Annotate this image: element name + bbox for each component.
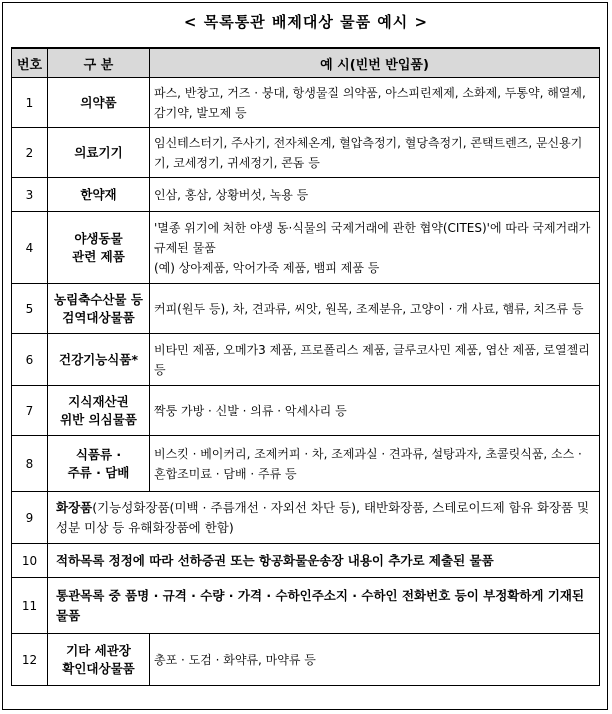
category-line: 농림축수산물 등: [54, 291, 143, 307]
page-title: < 목록통관 배제대상 물품 예시 >: [183, 13, 429, 31]
row-examples: [150, 212, 600, 284]
row-text: 통관목록 중 품명 · 규격 · 수량 · 가격 · 수하인주소지 · 수하인 전화번호 등이 부정확하게 기재된 물품: [48, 578, 600, 634]
category-line: 위반 의심물품: [60, 411, 137, 427]
row-number: 11: [12, 578, 48, 634]
row-number: 12: [12, 634, 48, 686]
row-number: 4: [12, 212, 48, 284]
row-examples: 짝퉁 가방 · 신발 · 의류 · 악세사리 등: [150, 386, 600, 436]
table-row: [12, 386, 600, 436]
row-number: 1: [12, 78, 48, 128]
table-row: [12, 544, 600, 578]
row-examples: [48, 492, 600, 544]
row-number: 7: [12, 386, 48, 436]
row-examples: 인삼, 홍삼, 상황버섯, 녹용 등: [150, 178, 600, 212]
category-line: 관련 제품: [72, 248, 125, 264]
table-row: [12, 78, 600, 128]
row-examples: 파스, 반창고, 거즈 · 붕대, 항생물질 의약품, 아스피린제제, 소화제, 두통약, 해열제, 감기약, 발모제 등: [150, 78, 600, 128]
header-row: [12, 48, 600, 78]
table-row: [12, 284, 600, 334]
table-row: [12, 436, 600, 492]
page-frame: [2, 2, 608, 710]
row-number: 3: [12, 178, 48, 212]
header-no: 번호: [12, 48, 48, 78]
row-category: [48, 386, 150, 436]
row-number: 2: [12, 128, 48, 178]
category-line: 검역대상물품: [62, 309, 135, 325]
exclusion-table: [11, 47, 600, 686]
table-row: [12, 334, 600, 386]
row-examples: 임신테스터기, 주사기, 전자체온계, 혈압측정기, 혈당측정기, 콘택트렌즈, 문신용기기, 코세정기, 귀세정기, 콘돔 등: [150, 128, 600, 178]
header-category: 구 분: [48, 48, 150, 78]
row-category: 의약품: [48, 78, 150, 128]
category-line: 지식재산권: [68, 393, 129, 409]
table-row: [12, 212, 600, 284]
row-number: 5: [12, 284, 48, 334]
category-line: 주류 · 담배: [67, 464, 130, 480]
example-line: (예) 상아제품, 악어가죽 제품, 뱀피 제품 등: [154, 260, 380, 275]
category-line: 식품류 ·: [75, 446, 122, 462]
row-category: [48, 212, 150, 284]
row-text: 적하목록 정정에 따라 선하증권 또는 항공화물운송장 내용이 추가로 제출된 물품: [48, 544, 600, 578]
category-line: 기타 세관장: [66, 642, 131, 658]
table-row: [12, 128, 600, 178]
row-examples: 총포 · 도검 · 화약류, 마약류 등: [150, 634, 600, 686]
row-number: 9: [12, 492, 48, 544]
table-row: [12, 492, 600, 544]
row-category: [48, 284, 150, 334]
row-examples: 비타민 제품, 오메가3 제품, 프로폴리스 제품, 글루코사민 제품, 엽산 제품, 로열젤리 등: [150, 334, 600, 386]
row-examples: 커피(원두 등), 차, 견과류, 씨앗, 원목, 조제분유, 고양이 · 개 사료, 햄류, 치즈류 등: [150, 284, 600, 334]
table-row: [12, 634, 600, 686]
row-examples-text: (기능성화장품(미백 · 주름개선 · 자외선 차단 등), 태반화장품, 스테로이드제 함유 화장품 및 성분 미상 등 유해화장품에 한함): [56, 499, 590, 535]
header-examples: 예 시(빈번 반입품): [150, 48, 600, 78]
row-category: 건강기능식품*: [48, 334, 150, 386]
table-row: [12, 578, 600, 634]
category-line: 확인대상물품: [62, 660, 135, 676]
table-row: [12, 178, 600, 212]
row-category: 화장품: [56, 499, 93, 515]
row-number: 8: [12, 436, 48, 492]
row-number: 6: [12, 334, 48, 386]
row-category: [48, 634, 150, 686]
row-category: 의료기기: [48, 128, 150, 178]
row-category: 한약재: [48, 178, 150, 212]
row-number: 10: [12, 544, 48, 578]
example-line: '멸종 위기에 처한 야생 동·식물의 국제거래에 관한 협약(CITES)'에 따라 국제거래가 규제된 물품: [154, 220, 591, 255]
row-examples: 비스킷 · 베이커리, 조제커피 · 차, 조제과실 · 견과류, 설탕과자, 초콜릿식품, 소스 · 혼합조미료 · 담배 · 주류 등: [150, 436, 600, 492]
row-category: [48, 436, 150, 492]
category-line: 야생동물: [74, 230, 123, 246]
